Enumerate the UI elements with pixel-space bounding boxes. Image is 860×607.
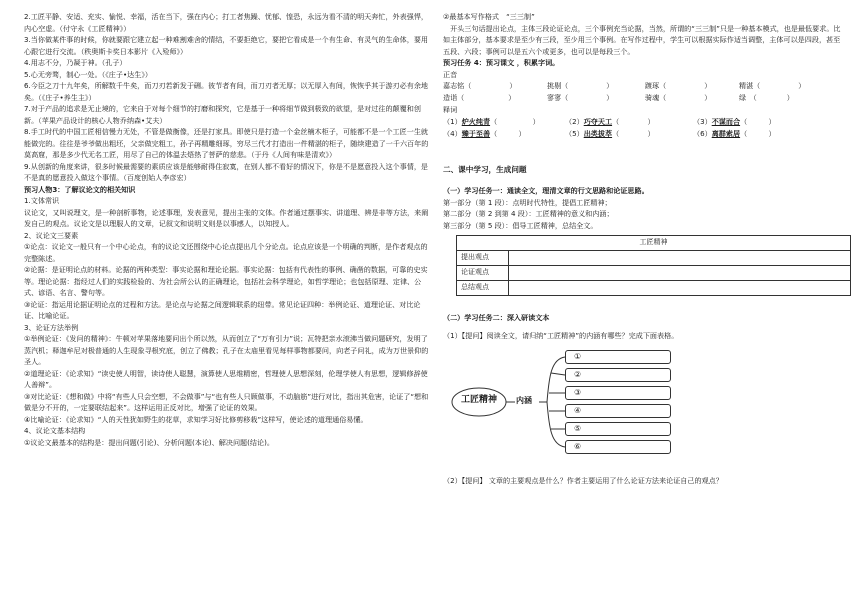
connotation-diagram [443, 347, 843, 459]
format-title: ②最基本写作格式 “三三制” [443, 12, 535, 21]
quote-3: 3.当你做某件事的时候，你就要跟它建立起一种难割难舍的情结，不要拒绝它，要把它看成是一个有生命、有灵气的生命体，要用心跟它进行交流。（秩奥斯卡奖日本影片《入殓师》） [24, 35, 429, 56]
question-2: （2）【提问】 文章的主要观点是什么？作者主要运用了什么论证方法来论证自己的观点？ [443, 476, 723, 485]
pronunciation-row-1 [443, 80, 843, 92]
table-row [457, 281, 851, 296]
table-header: 工匠精神 [457, 236, 851, 251]
quote-8: 8.手工时代的中国工匠相信慢力无处，不管是做衡像，还是打家具。即使只是打造一个金丝楠木柜子，可能都不是一个工匠一生就能做完的。往往是爷爷做出粗坯，父亲做完粗工，孙子再精雕细琢，穷尽三代才打造出一件精湛的柜子，随续建造了一千六百年的莫高窟，那是多少代无名工匠，用尽了自己的体温去焐热了菩萨的慈悲。（于丹《人间有味是清欢》） [24, 127, 429, 159]
section-2-title: 二、课中学习，生成问题 [443, 164, 527, 174]
outline-part-1: 第一部分（第 1 段）：点明时代特性，提倡工匠精神； [443, 197, 612, 207]
table-row [457, 251, 851, 266]
learning-task-1-title: （一）学习任务一：通读全文，理清文章的行文思路和论证思路。 [443, 186, 649, 195]
pronunciation-row-2 [443, 92, 843, 104]
row-label: 总结观点 [457, 281, 509, 296]
method-contrast: ③对比论证：《想和做》中将“有些人只会空想，不会做事”与“也有些人只顾做事，不动脑筋”进行对比，指出其危害，论证了“想和做是分不开的，一定要联结起来”。这样运用正反对比，增强了论证的效果。 [24, 391, 429, 412]
pronunciation-item[interactable]: 踱琢（ ） [645, 81, 712, 90]
method-example: ①举例论证：《发问的精神》：牛顿对苹果落地要问出个所以然，从而创立了“万有引力”说；瓦特把亲水滚沸当做问题研究，发明了蒸汽机；释迦牟尼对极普通的人生现象寻根究底，创立了佛教；孔子在太庙里看见每样事物都要问，向老子问礼，成为万世景仰的圣人。 [24, 334, 429, 366]
genre-heading: 1.文体常识 [24, 196, 60, 205]
definitions-label: 释词 [443, 105, 458, 114]
answer-cell[interactable] [509, 251, 851, 266]
pronunciation-item[interactable]: 嘉志铭（ ） [443, 81, 517, 90]
pronunciation-item[interactable]: 骑魂（ ） [645, 93, 712, 102]
genre-body: 议论文，又叫说理文，是一种剖析事物，论述事理，发表意见，提出主张的文体。作者通过摆事实、讲道理、辨是非等方法，来阐发自己的观点。议论文是以理服人的文章，记叙文和说明文则是以事感人，以知授人。 [24, 207, 429, 228]
connotation-box[interactable]: ⑤ [565, 422, 671, 436]
connotation-box[interactable]: ② [565, 368, 671, 382]
answer-cell[interactable] [509, 266, 851, 281]
structure-body: ①议论文最基本的结构是：提出问题(引论)、分析问题(本论)、解决问题(结论)。 [24, 437, 274, 447]
definition-item[interactable]: （3）不谋而合（ ） [693, 116, 776, 126]
craftsman-spirit-table [456, 235, 851, 296]
connotation-box[interactable]: ④ [565, 404, 671, 418]
learning-task-2-title: （二）学习任务二：深入研读文本 [443, 313, 550, 322]
definition-item[interactable]: （4）臻于至善（ ） [443, 128, 526, 138]
pronunciation-item[interactable]: 寥寥（ ） [547, 93, 614, 102]
elements-heading: 2、议论文三要素 [24, 230, 79, 240]
quote-6: 6.今臣之刀十九年矣，所解数千牛矣，而刀刃若新发于硎。彼节者有间，而刀刃者无厚；以无厚入有间，恢恢乎其于游刃必有余地矣。（《庄子•养生主》） [24, 81, 429, 102]
outline-part-2: 第二部分（第 2 到第 4 段）：工匠精神的意义和内涵； [443, 209, 614, 218]
diagram-center-label: 工匠精神 [460, 395, 497, 405]
pronunciation-item[interactable]: 绿 （ ） [739, 93, 794, 102]
methods-heading: 3、论证方法举例 [24, 322, 79, 332]
question-1: （1）【提问】阅读全文，请归纳“工匠精神”的内涵有哪些？完成下面表格。 [443, 330, 679, 340]
row-label: 论证观点 [457, 266, 509, 281]
pronunciation-item[interactable]: 造诣（ ） [443, 93, 516, 102]
quote-5: 5.心无旁骛，制心一处。（《庄子•达生》） [24, 69, 152, 79]
structure-heading: 4、议论文基本结构 [24, 426, 86, 435]
method-reasoning: ②道理论证：《论求知》“读史使人明智，读诗使人聪慧，演算使人思维精密，哲理使人思想深刻，伦理学使人有思想，逻辑修辞使人善辩”。 [24, 368, 428, 389]
format-body: 开头三句话提出论点，主体三段论证论点，三个事例充当论据，当然，所谓的“三三制”只是一种基本模式，也是最低要求。比如主体部分，基本要求是至少有三段，至少用三个事例。在写作过程中，学生可以根据实际作适当调整，主体可以是四段，甚至五段、六段；事例可以是五六个或更多，也可以是每段三个。 [443, 23, 841, 56]
pronunciation-item[interactable]: 挑剔（ ） [547, 81, 614, 90]
pronunciation-item[interactable]: 精湛（ ） [739, 81, 806, 90]
answer-cell[interactable] [509, 281, 851, 296]
element-evidence: ②论据：是证明论点的材料。论据的两种类型：事实论据和理论论据。事实论据：包括有代表性的事例、确凿的数据，可靠的史实等。理论论据：指经过人们的实践检验的、为社会所公认的正确理论，包括社会科学理论，如哲学理论；也包括原理、定律、公式、谚语、名言、警句等。 [24, 265, 428, 297]
definition-item[interactable]: （6）离群索居（ ） [693, 128, 776, 138]
connotation-box[interactable]: ⑥ [565, 440, 671, 454]
element-argumentation: ③论证：指运用论据证明论点的过程和方法。是论点与论据之间逻辑联系的纽带。常见论证四种：举例论证、道理论证、对比论证、比喻论证。 [24, 299, 421, 320]
right-column [443, 11, 843, 487]
diagram-connotation-label: 内涵 [516, 396, 532, 405]
outline-part-3: 第三部分（第 5 段）：倡导工匠精神，总结全文。 [443, 220, 598, 230]
quote-9: 9.从创新的角度来讲，很多时候最需要的素质应该是能够耐得住寂寞，在别人都不看好的情况下，你是不是愿意投入这个事情，是不是真的愿意投入做这个事情。（百度创始人李彦宏） [24, 161, 429, 182]
preview-3-title: 预习人物3：了解议论文的相关知识 [24, 184, 136, 194]
table-row [457, 266, 851, 281]
row-label: 提出观点 [457, 251, 509, 266]
definitions-row-1 [443, 116, 843, 128]
left-column [24, 11, 430, 448]
connotation-box[interactable]: ③ [565, 386, 671, 400]
connotation-box[interactable]: ① [565, 350, 671, 364]
method-metaphor: ④比喻论证：《论求知》“人的天性犹如野生的花草，求知学习好比修剪移栽”这样写，使论述的道理通俗易懂。 [24, 414, 368, 424]
definitions-row-2 [443, 128, 843, 140]
definition-item[interactable]: （5）出类拔萃（ ） [565, 128, 655, 138]
pronunciation-label: 正音 [443, 69, 458, 79]
element-thesis: ①论点：议论文一般只有一个中心论点，有的议论文还围绕中心论点提出几个分论点。论点应该是一个明确的判断，是作者观点的完整陈述。 [24, 242, 428, 263]
task-4-title: 预习任务 4：预习课文 ，积累字词。 [443, 58, 560, 67]
quote-4: 4.用志不分，乃凝于神。（孔子） [24, 58, 127, 67]
quote-2: 2.工匠平静、安适、充实、愉悦、幸福，活在当下，强在内心；打工者焦躁、忧郁、惶恐，永远为看不清的明天奔忙，外表强悍，内心空虚。（付守永《工匠精神》） [24, 12, 429, 33]
quote-7: 7.对于产品的追求是无止境的，它来自于对每个细节的打磨和探究，它是基于一种将细节做到极致的欲望，是对过往的颠覆和创新。（苹果产品设计的核心人物乔纳森•艾夫） [24, 104, 421, 125]
definition-item[interactable]: （2）巧夺天工（ ） [565, 116, 655, 126]
definition-item[interactable]: （1）炉火纯青（ ） [443, 116, 540, 126]
